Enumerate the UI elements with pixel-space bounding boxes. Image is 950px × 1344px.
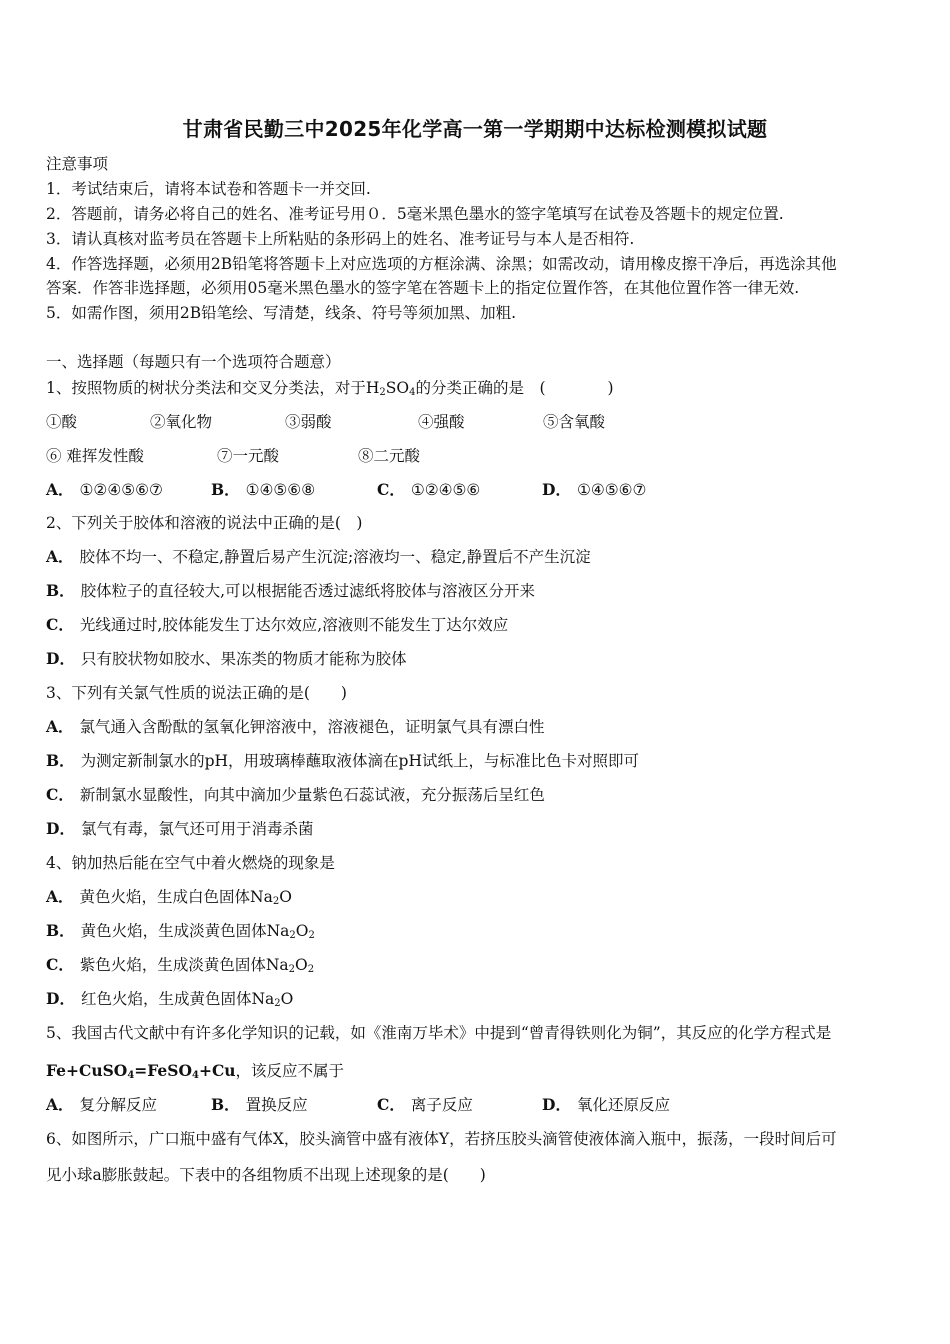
question-5-equation: Fe+CuSO$_4$=FeSO$_4$+Cu，该反应不属于 [46,1061,345,1081]
q5-option-d[interactable]: D． 氧化还原反应 [542,1095,670,1114]
q2-option-c[interactable]: C． 光线通过时,胶体能发生丁达尔效应,溶液则不能发生丁达尔效应 [46,615,509,634]
q3-option-d[interactable]: D． 氯气有毒，氯气还可用于消毒杀菌 [46,819,314,838]
question-6-stem: 6、如图所示，广口瓶中盛有气体X，胶头滴管中盛有液体Y，若挤压胶头滴管使液体滴入瓶中，振荡，一段时间后可 [46,1130,837,1148]
note-item: 答案．作答非选择题，必须用05毫米黑色墨水的签字笔在答题卡上的指定位置作答，在其他位置作答一律无效. [46,279,800,297]
section-heading: 一、选择题（每题只有一个选项符合题意） [46,353,341,371]
q3-option-b[interactable]: B． 为测定新制氯水的pH，用玻璃棒蘸取液体滴在pH试纸上，与标准比色卡对照即可 [46,751,639,770]
note-item: 5．如需作图，须用2B铅笔绘、写清楚，线条、符号等须加黑、加粗. [46,304,517,322]
q1-option-a[interactable]: A． ①②④⑤⑥⑦ [46,480,163,499]
q4-option-a[interactable]: A． 黄色火焰，生成白色固体$Na_2O$ [46,887,292,907]
notes-heading: 注意事项 [46,155,109,173]
q2-option-a[interactable]: A． 胶体不均一、不稳定,静置后易产生沉淀;溶液均一、稳定,静置后不产生沉淀 [46,547,591,566]
q1-item: ⑤含氧酸 [543,413,606,431]
q1-item: ②氧化物 [150,413,213,431]
q1-item: ⑧二元酸 [358,447,421,465]
page-title: 甘肃省民勤三中2025年化学高一第一学期期中达标检测模拟试题 [182,117,768,141]
q1-option-c[interactable]: C． ①②④⑤⑥ [377,480,481,499]
q1-item: ①酸 [46,413,78,431]
note-item: 3．请认真核对监考员在答题卡上所粘贴的条形码上的姓名、准考证号与本人是否相符. [46,230,635,248]
q1-option-d[interactable]: D． ①④⑤⑥⑦ [542,480,647,499]
q1-item: ⑥ 难挥发性酸 [46,447,144,465]
question-2-stem: 2、下列关于胶体和溶液的说法中正确的是( ) [46,514,363,532]
q4-option-c[interactable]: C． 紫色火焰，生成淡黄色固体$Na_2O_2$ [46,955,315,975]
q5-option-c[interactable]: C． 离子反应 [377,1095,473,1114]
q5-option-b[interactable]: B． 置换反应 [211,1095,308,1114]
q2-option-d[interactable]: D． 只有胶状物如胶水、果冻类的物质才能称为胶体 [46,649,407,668]
q1-option-b[interactable]: B． ①④⑤⑥⑧ [211,480,316,499]
q1-item: ③弱酸 [285,413,332,431]
question-3-stem: 3、下列有关氯气性质的说法正确的是( ) [46,684,347,702]
q5-option-a[interactable]: A． 复分解反应 [46,1095,158,1114]
q4-option-d[interactable]: D． 红色火焰，生成黄色固体$Na_2O$ [46,989,294,1009]
q1-item: ⑦一元酸 [217,447,280,465]
q3-option-a[interactable]: A． 氯气通入含酚酞的氢氧化钾溶液中，溶液褪色，证明氯气具有漂白性 [46,717,545,736]
question-4-stem: 4、钠加热后能在空气中着火燃烧的现象是 [46,854,335,872]
question-6-stem-continued: 见小球a膨胀鼓起。下表中的各组物质不出现上述现象的是( ) [46,1166,486,1184]
q1-item: ④强酸 [418,413,465,431]
q2-option-b[interactable]: B． 胶体粒子的直径较大,可以根据能否透过滤纸将胶体与溶液区分开来 [46,581,536,600]
q4-option-b[interactable]: B． 黄色火焰，生成淡黄色固体$Na_2O_2$ [46,921,315,941]
note-item: 1．考试结束后，请将本试卷和答题卡一并交回. [46,180,371,198]
q3-option-c[interactable]: C． 新制氯水显酸性，向其中滴加少量紫色石蕊试液，充分振荡后呈红色 [46,785,545,804]
note-item: 4．作答选择题，必须用2B铅笔将答题卡上对应选项的方框涂满、涂黑；如需改动，请用橡皮擦干净后，再选涂其他 [46,255,837,273]
question-1-stem: 1、按照物质的树状分类法和交叉分类法，对于$H_2SO_4$的分类正确的是 ( ) [46,379,614,398]
note-item: 2．答题前，请务必将自己的姓名、准考证号用０．5毫米黑色墨水的签字笔填写在试卷及答题卡的规定位置. [46,205,784,223]
question-5-stem: 5、我国古代文献中有许多化学知识的记载，如《淮南万毕术》中提到“曾青得铁则化为铜”，其反应的化学方程式是 [46,1024,832,1042]
